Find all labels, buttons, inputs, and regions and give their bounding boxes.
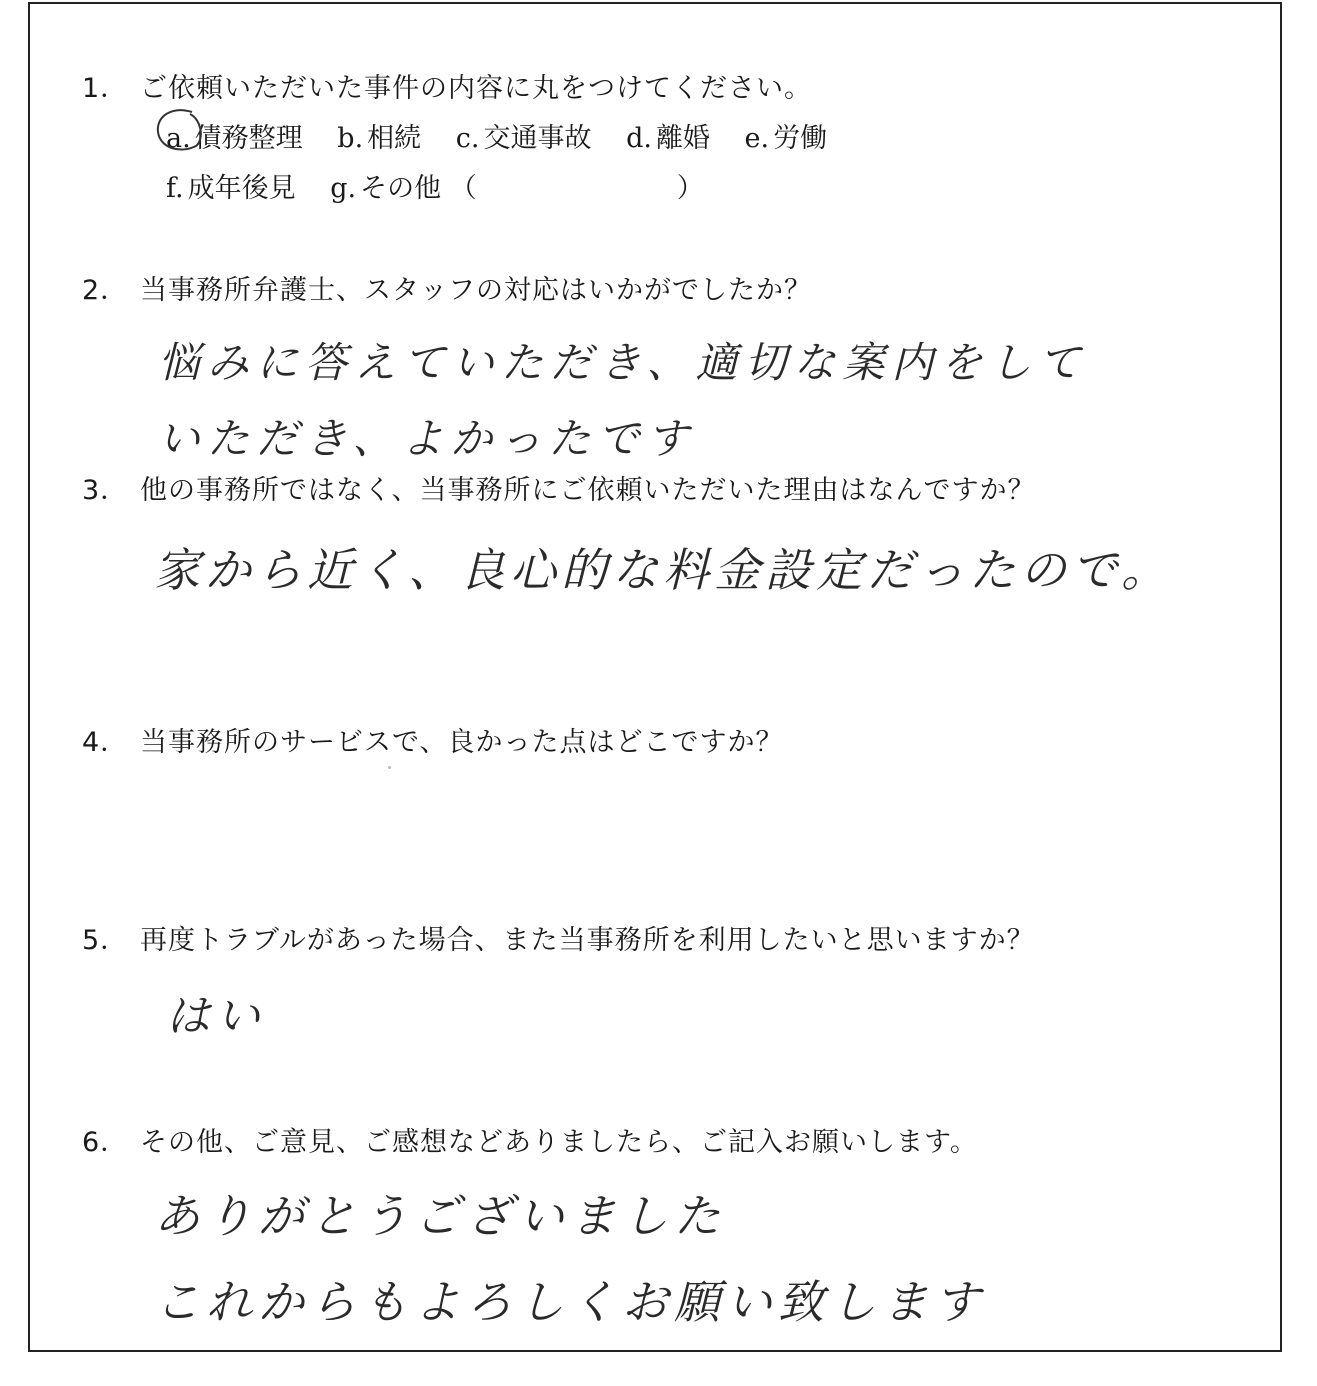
- question-4-text: 当事務所のサービスで、良かった点はどこですか？: [140, 727, 784, 758]
- option-c-key: c.: [455, 123, 480, 154]
- option-e-label: 労働: [773, 123, 828, 154]
- question-1-number: 1．: [82, 73, 129, 104]
- survey-sheet: [28, 2, 1282, 1352]
- question-3-number: 3．: [82, 475, 129, 506]
- question-1-text: ご依頼いただいた事件の内容に丸をつけてください。: [140, 73, 812, 104]
- option-d[interactable]: [626, 116, 710, 155]
- question-5: [82, 918, 1035, 957]
- option-g[interactable]: [330, 166, 703, 205]
- question-2-answer-line-1: 悩みに答えていただき、適切な案内をして: [158, 338, 1088, 387]
- question-5-text: 再度トラブルがあった場合、また当事務所を利用したいと思いますか？: [140, 925, 1035, 956]
- option-a-label: 債務整理: [194, 123, 303, 154]
- option-e[interactable]: [745, 116, 828, 155]
- question-6-text: その他、ご意見、ご感想などありましたら、ご記入お願いします。: [140, 1127, 978, 1158]
- option-f-key: f.: [166, 173, 184, 204]
- question-2-number: 2．: [82, 275, 129, 306]
- question-1: [82, 66, 812, 105]
- option-b[interactable]: [337, 116, 421, 155]
- question-4-number: 4．: [82, 727, 129, 758]
- question-1-options-row-1: [166, 116, 853, 155]
- question-5-number: 5．: [82, 925, 129, 956]
- question-3-answer-line-1: 家から近く、良心的な料金設定だったので。: [154, 543, 1173, 597]
- question-2-text: 当事務所弁護士、スタッフの対応はいかがでしたか？: [140, 275, 812, 306]
- option-a-key: a.: [166, 123, 191, 154]
- question-6-answer-line-2: これからもよろしくお願い致します: [154, 1275, 986, 1329]
- option-f-label: 成年後見: [187, 173, 296, 204]
- other-paren-close: ）: [676, 173, 704, 204]
- option-e-key: e.: [744, 123, 770, 154]
- question-3-text: 他の事務所ではなく、当事務所にご依頼いただいた理由はなんですか？: [140, 475, 1036, 506]
- question-2: [82, 268, 812, 307]
- option-g-label: その他: [360, 173, 442, 204]
- question-6-answer-line-1: ありがとうございました: [154, 1189, 726, 1243]
- question-6-number: 6．: [82, 1127, 129, 1158]
- option-a[interactable]: [166, 116, 303, 155]
- option-b-label: 相続: [367, 123, 422, 154]
- other-paren-open: （: [449, 173, 477, 204]
- option-d-key: d.: [626, 123, 652, 154]
- question-4: [82, 720, 783, 759]
- scan-speck: [388, 766, 391, 769]
- question-1-options-row-2: [166, 166, 730, 205]
- question-5-answer-line-1: はい: [166, 991, 266, 1042]
- option-c[interactable]: [456, 116, 592, 155]
- question-2-answer-line-2: いただき、よかったです: [158, 414, 696, 463]
- option-f[interactable]: [166, 166, 296, 205]
- option-d-label: 離婚: [655, 123, 710, 154]
- question-3: [82, 468, 1035, 507]
- question-6: [82, 1120, 978, 1159]
- option-g-key: g.: [330, 173, 357, 204]
- option-c-label: 交通事故: [483, 123, 592, 154]
- option-b-key: b.: [337, 123, 364, 154]
